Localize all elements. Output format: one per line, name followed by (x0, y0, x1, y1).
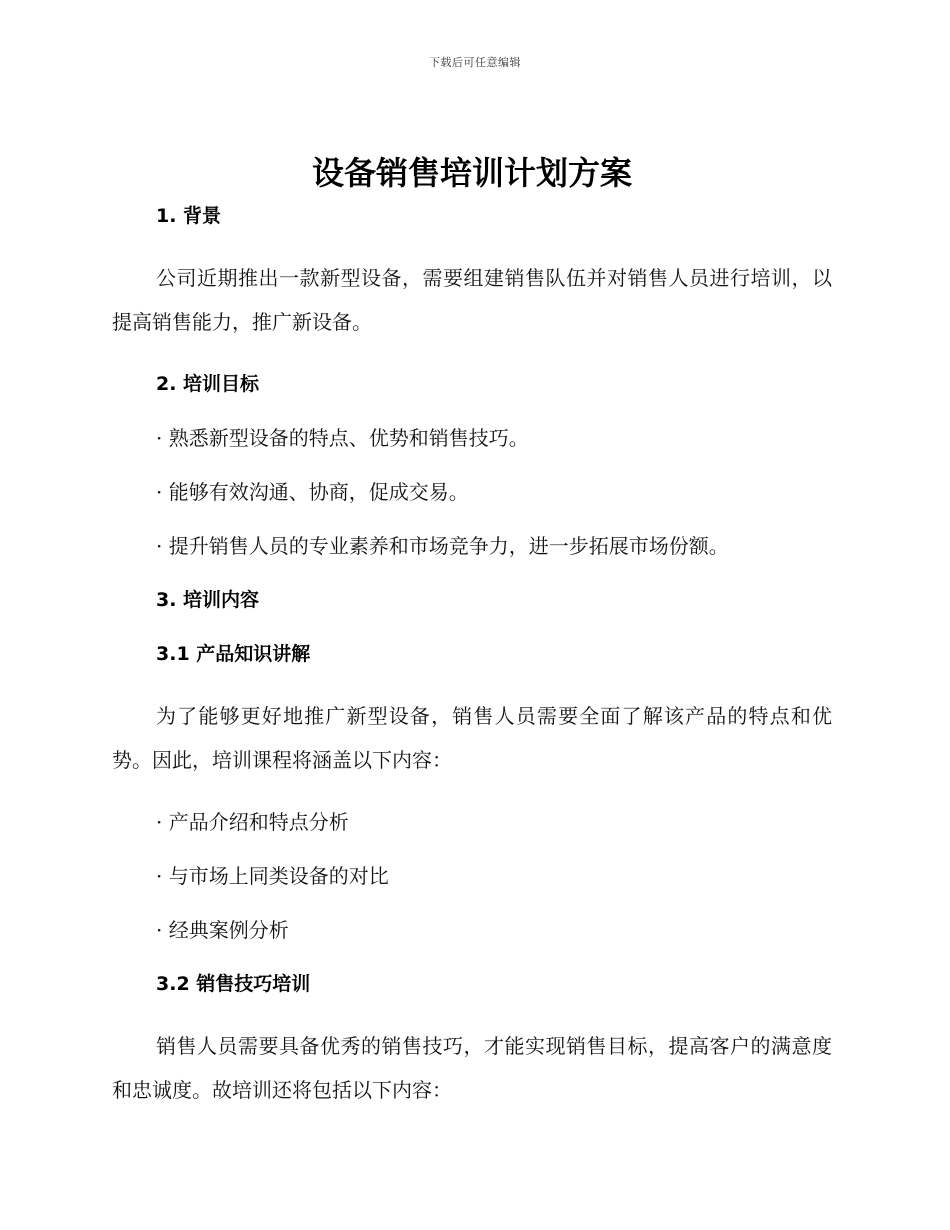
goal-bullet: · 能够有效沟通、协商，促成交易。 (156, 480, 469, 504)
spacer (112, 998, 832, 1024)
header-note: 下载后可任意编辑 (429, 56, 521, 69)
goal-bullet: · 提升销售人员的专业素养和市场竞争力，进一步拓展市场份额。 (156, 534, 729, 558)
spacer (112, 230, 832, 256)
spacer (112, 344, 832, 370)
section-heading-goals: 2. 培训目标 (156, 373, 260, 395)
product-bullet: · 与市场上同类设备的对比 (156, 864, 389, 888)
document-body (112, 150, 832, 1112)
spacer (112, 782, 832, 808)
spacer (112, 560, 832, 586)
product-paragraph: 为了能够更好地推广新型设备，销售人员需要全面了解该产品的特点和优势。因此，培训课程将涵盖以下内容： (112, 704, 832, 772)
spacer (112, 836, 832, 862)
spacer (112, 668, 832, 694)
subsection-heading-product: 3.1 产品知识讲解 (156, 643, 311, 665)
section-heading-content: 3. 培训内容 (156, 589, 260, 611)
skills-paragraph: 销售人员需要具备优秀的销售技巧，才能实现销售目标，提高客户的满意度和忠诚度。故培训还将包括以下内容： (112, 1034, 832, 1102)
spacer (112, 452, 832, 478)
background-paragraph: 公司近期推出一款新型设备，需要组建销售队伍并对销售人员进行培训，以提高销售能力，推广新设备。 (112, 266, 832, 334)
spacer (112, 614, 832, 640)
spacer (112, 890, 832, 916)
spacer (112, 944, 832, 970)
spacer (112, 506, 832, 532)
product-bullet: · 产品介绍和特点分析 (156, 810, 349, 834)
spacer (112, 398, 832, 424)
product-bullet: · 经典案例分析 (156, 918, 289, 942)
document-title: 设备销售培训计划方案 (311, 154, 632, 192)
goal-bullet: · 熟悉新型设备的特点、优势和销售技巧。 (156, 426, 529, 450)
section-heading-background: 1. 背景 (156, 205, 222, 227)
subsection-heading-skills: 3.2 销售技巧培训 (156, 973, 311, 995)
